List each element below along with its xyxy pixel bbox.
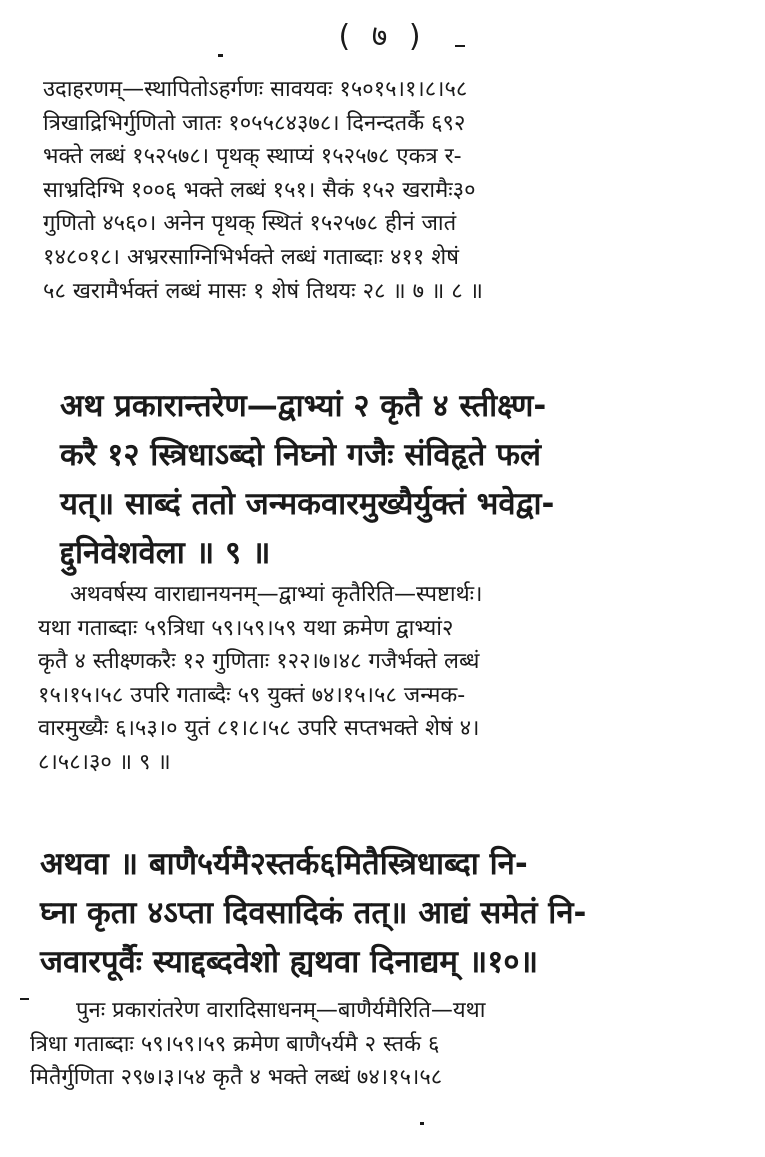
verse-line: घ्ना कृता ४ऽप्ता दिवसादिकं तत्॥ आद्यं समेतं नि- <box>40 895 587 931</box>
print-speck <box>218 54 223 57</box>
text-line: साभ्रदिग्भि १००६ भक्ते लब्धं १५१। सैकं १५२ खरामैः३० <box>43 177 476 203</box>
text-line: यथा गताब्दाः ५९त्रिधा ५९।५९।५९ यथा क्रमेण द्वाभ्यां२ <box>38 615 454 641</box>
text-line: ५८ खरामैर्भक्तं लब्धं मासः १ शेषं तिथयः २८ ॥ ७ ॥ ८ ॥ <box>43 278 483 304</box>
text-line: मितैर्गुणिता २९७।३।५४ कृतै ४ भक्ते लब्धं ७४।१५।५८ <box>30 1065 443 1091</box>
text-line: १४८०१८। अभ्ररसाग्निभिर्भक्ते लब्धं गताब्दाः ४११ शेषं <box>43 244 459 270</box>
print-speck <box>20 998 29 1000</box>
commentary-10 <box>30 994 485 1095</box>
verse-line: अथवा ॥ बाणै५र्यमै२स्तर्क६मितैस्त्रिधाब्दा नि- <box>40 846 528 882</box>
text-line: भक्ते लब्धं १५२५७८। पृथक् स्थाप्यं १५२५७८ एकत्र र- <box>43 144 462 170</box>
verse-9 <box>60 382 554 578</box>
text-line: अथवर्षस्य वाराद्यानयनम्—द्वाभ्यां कृतैरिति—स्पष्टार्थः। <box>70 582 483 607</box>
print-speck <box>455 45 465 47</box>
commentary-9 <box>38 578 482 780</box>
verse-line: जवारपूर्वैः स्याद्दब्दवेशो ह्यथवा दिनाद्यम् ॥१०॥ <box>40 944 539 980</box>
text-line: त्रिधा गताब्दाः ५९।५९।५९ क्रमेण बाणै५र्यमै २ स्तर्क ६ <box>30 1031 440 1057</box>
print-speck <box>420 1122 424 1125</box>
verse-line: द्दुनिवेशवेला ॥ ९ ॥ <box>60 535 271 571</box>
verse-10 <box>40 840 586 987</box>
text-line: गुणितो ४५६०। अनेन पृथक् स्थितं १५२५७८ हीनं जातं <box>43 211 457 237</box>
verse-line: अथ प्रकारान्तरेण—द्वाभ्यां २ कृतै ४ स्तीक्ष्ण- <box>60 388 547 424</box>
text-line: पुनः प्रकारांतरेण वारादिसाधनम्—बाणैर्यमैरिति—यथा <box>76 998 486 1023</box>
text-line: उदाहरणम्—स्थापितोऽहर्गणः सावयवः १५०१५।१।८।५८ <box>43 77 468 102</box>
text-line: १५।१५।५८ उपरि गताब्दैः ५९ युक्तं ७४।१५।५८ जन्मक- <box>38 682 466 708</box>
text-line: त्रिखाद्रिभिर्गुणितो जातः १०५५८४३७८। दिनन्दतर्कै ६९२ <box>43 110 466 136</box>
example-paragraph <box>43 73 483 308</box>
verse-line: करै १२ स्त्रिधाऽब्दो निघ्नो गजैः संविहृते फलं <box>60 437 541 473</box>
text-line: ८।५८।३० ॥ ९ ॥ <box>38 749 171 775</box>
verse-line: यत्॥ साब्दं ततो जन्मकवारमुख्यैर्युक्तं भवेद्वा- <box>60 486 555 522</box>
text-line: कृतै ४ स्तीक्ष्णकरैः १२ गुणिताः १२२।७।४८ गजैर्भक्ते लब्धं <box>38 649 480 675</box>
page-number: ( ७ ) <box>338 19 427 54</box>
text-line: वारमुख्यैः ६।५३।० युतं ८१।८।५८ उपरि सप्तभक्ते शेषं ४। <box>38 716 480 742</box>
